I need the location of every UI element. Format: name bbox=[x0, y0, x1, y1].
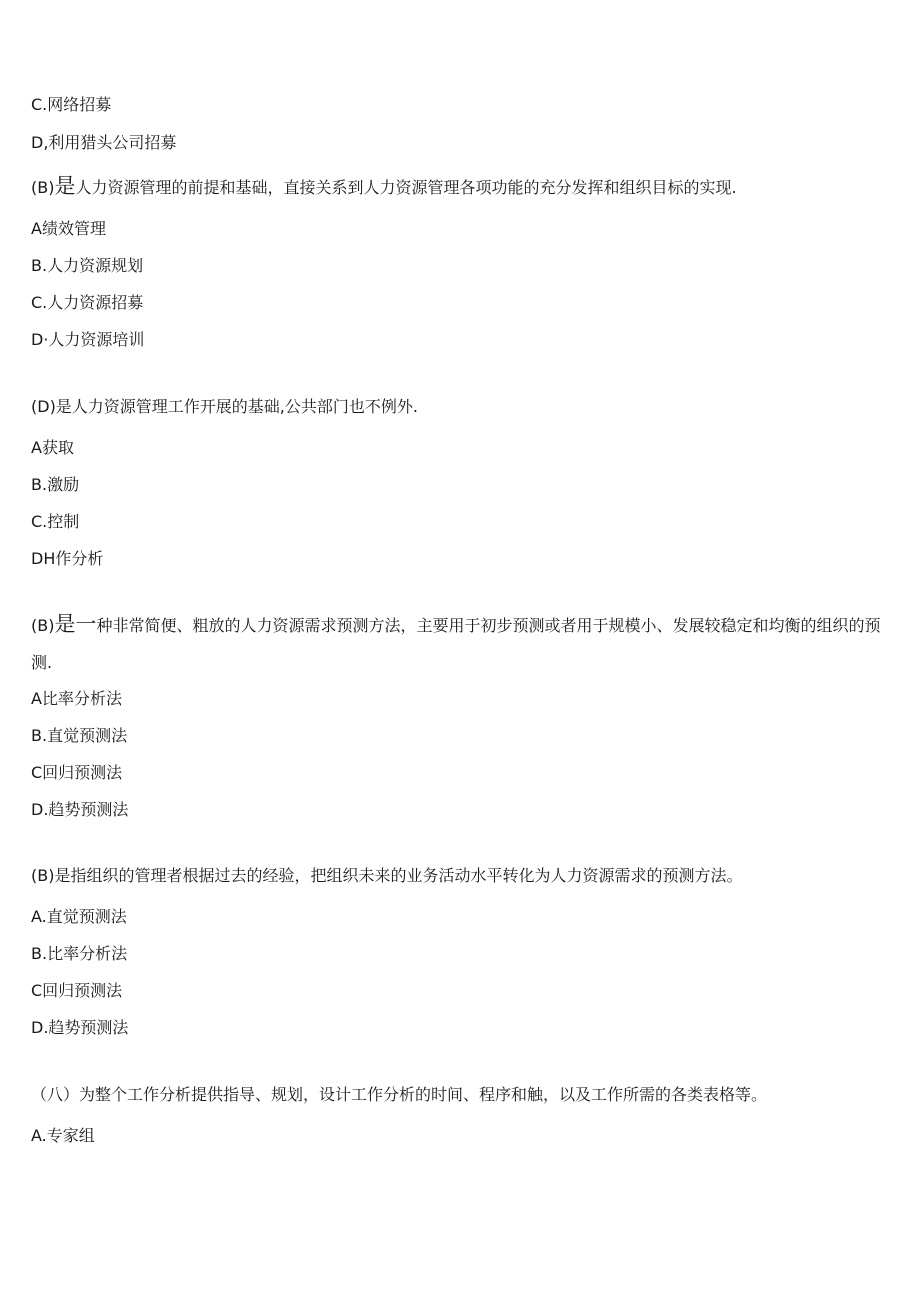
question-4-stem: (B)是指组织的管理者根据过去的经验，把组织未来的业务活动水平转化为人力资源需求的预测方法。 bbox=[31, 866, 743, 885]
question-3-option-d: D.趋势预测法 bbox=[31, 800, 129, 819]
question-4-option-a: A.直觉预测法 bbox=[31, 907, 127, 926]
question-3-stem bbox=[31, 606, 881, 681]
question-5-option-a: A.专家组 bbox=[31, 1126, 95, 1145]
question-5-stem: （八）为整个工作分析提供指导、规划，设计工作分析的时间、程序和触，以及工作所需的各类表格等。 bbox=[31, 1085, 768, 1104]
question-3-emphasis: 是一 bbox=[54, 612, 97, 636]
question-1-emphasis: 是 bbox=[54, 174, 76, 198]
question-1-option-d: D·人力资源培训 bbox=[31, 330, 145, 349]
question-1-text: 人力资源管理的前提和基础，直接关系到人力资源管理各项功能的充分发挥和组织目标的实现. bbox=[75, 178, 737, 197]
question-2-option-c: C.控制 bbox=[31, 512, 80, 531]
question-3-option-b: B.直觉预测法 bbox=[31, 726, 128, 745]
question-1-option-c: C.人力资源招募 bbox=[31, 293, 144, 312]
question-3-text: 种非常简便、粗放的人力资源需求预测方法，主要用于初步预测或者用于规模小、发展较稳定和均衡的组织的预测. bbox=[31, 616, 881, 672]
option-c: C.网络招募 bbox=[31, 95, 112, 114]
question-2-stem: (D)是人力资源管理工作开展的基础,公共部门也不例外. bbox=[31, 397, 418, 416]
question-1-stem bbox=[31, 175, 737, 199]
question-2-option-b: B.激励 bbox=[31, 475, 80, 494]
question-3-option-a: A比率分析法 bbox=[31, 689, 122, 708]
question-1-option-a: A绩效管理 bbox=[31, 219, 106, 238]
question-4-option-c: C回归预测法 bbox=[31, 981, 123, 1000]
question-2-option-d: DH作分析 bbox=[31, 549, 104, 568]
question-2-option-a: A获取 bbox=[31, 438, 74, 457]
question-4-option-d: D.趋势预测法 bbox=[31, 1018, 129, 1037]
option-d: D,利用猎头公司招募 bbox=[31, 133, 177, 152]
question-1-answer: (B) bbox=[31, 178, 55, 197]
question-1-option-b: B.人力资源规划 bbox=[31, 256, 144, 275]
question-3-option-c: C回归预测法 bbox=[31, 763, 123, 782]
question-3-answer: (B) bbox=[31, 616, 55, 635]
question-4-option-b: B.比率分析法 bbox=[31, 944, 128, 963]
